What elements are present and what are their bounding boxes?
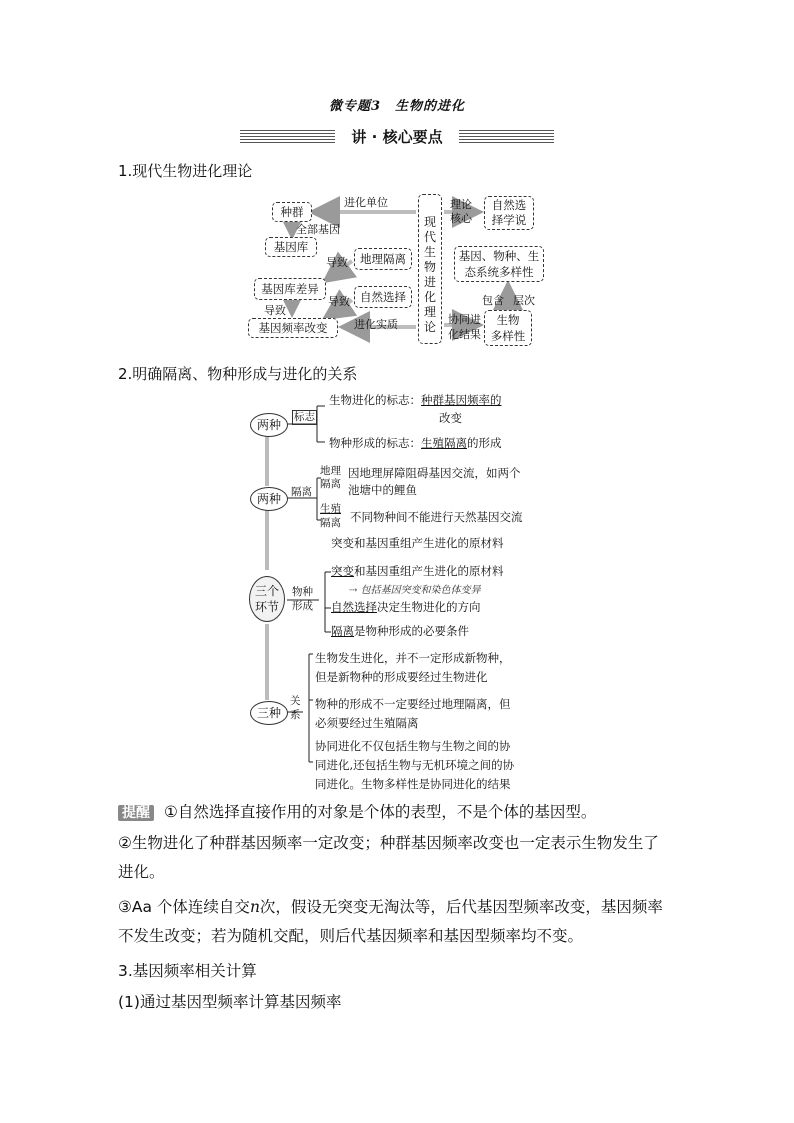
tag-rep-1: 生殖 (320, 503, 341, 515)
oval-links-2: 环节 (254, 600, 279, 614)
isolation-speciation-diagram (245, 388, 565, 793)
tip-3-line2: 不发生改变；若为随机交配，则后代基因频率和基因型频率均不变。 (118, 927, 584, 945)
tip-2 (118, 829, 684, 887)
label-evolution-essence: 进化实质 (354, 318, 398, 331)
banner-label: 讲 · 核心要点 (335, 127, 459, 147)
label-theory-core-2: 核心 (450, 212, 472, 225)
link-mutation (331, 563, 504, 579)
link-selection-rest: 决定生物进化的方向 (377, 600, 481, 614)
box-gene-freq-change: 基因频率改变 (248, 318, 338, 338)
box-biodiversity (484, 310, 532, 346)
tag-isolation: 隔离 (291, 486, 312, 498)
box-geo-isolation: 地理隔离 (354, 248, 412, 270)
tip-3 (118, 893, 684, 951)
link-isolation (331, 623, 469, 639)
geo-isolation-text (348, 465, 521, 499)
relation-3 (315, 737, 514, 794)
mark-evo-ul: 种群基因频率的 (421, 393, 502, 407)
mark-spec-prefix: 物种形成的标志： (329, 436, 421, 450)
tag-rep-2: 隔离 (320, 517, 341, 529)
box-bd-line1: 生物 (496, 313, 520, 327)
rel2-line1: 物种的形成不一定要经过地理隔离，但 (315, 697, 511, 711)
rel3-line2: 同进化,还包括生物与无机环境之间的协 (315, 758, 515, 772)
evolution-theory-diagram (240, 188, 560, 348)
rep-isolation-text: 不同物种间不能进行天然基因交流 (350, 510, 523, 524)
box-gene-pool: 基因库 (265, 237, 317, 257)
label-all-genes: 全部基因 (296, 223, 340, 236)
mark-spec-suffix: 的形成 (467, 436, 502, 450)
relation-2 (315, 695, 511, 733)
tag-geo-2: 隔离 (320, 478, 341, 490)
label-cr-2: 化结果 (448, 328, 481, 341)
label-lead3: 导致 (328, 295, 350, 308)
box-nst-line2: 择学说 (491, 213, 527, 227)
tag-spec-1: 物种 (292, 586, 313, 598)
oval-links-1: 三个 (254, 584, 279, 598)
tag-geo-isolation (320, 465, 341, 491)
label-levels: 层次 (513, 294, 535, 307)
tag-rel-2: 系 (290, 709, 301, 721)
tag-rep-isolation (320, 502, 341, 530)
tip-3-a: ③Aa 个体连续自交 (118, 898, 250, 916)
oval-two-marks: 两种 (250, 413, 288, 437)
section3-sub1: (1)通过基因型频率计算基因频率 (118, 993, 342, 1011)
link-selection-ul: 自然选择 (331, 600, 377, 614)
rel2-line2: 必须要经过生殖隔离 (315, 716, 419, 730)
section1-heading: 1.现代生物进化理论 (118, 162, 253, 180)
link-mutation-ul: 突变 (331, 564, 354, 578)
tip-3-line1 (118, 893, 684, 922)
label-evolution-unit: 进化单位 (344, 196, 388, 209)
geo-text-2: 池塘中的鲤鱼 (348, 483, 417, 497)
label-theory-core (450, 198, 472, 226)
pre-line-mutation: 突变和基因重组产生进化的原材料 (331, 536, 504, 550)
oval-three-links (249, 576, 285, 622)
oval-two-isolations: 两种 (250, 487, 288, 511)
tag-relations (290, 694, 301, 722)
mark-spec-ul: 生殖隔离 (421, 436, 467, 450)
rel3-line3: 同进化。生物多样性是协同进化的结果 (315, 777, 511, 791)
tag-rel-1: 关 (290, 695, 301, 707)
note-arrow-icon: ⇢ (349, 585, 358, 596)
tip-1 (118, 798, 684, 828)
label-coevolution-result (448, 312, 481, 342)
label-include: 包含 (482, 294, 504, 307)
box-bd-line2: 多样性 (490, 329, 526, 343)
box-genepool-diff: 基因库差异 (254, 278, 326, 300)
tag-speciation (292, 585, 313, 613)
tip-2-line1: ②生物进化了种群基因频率一定改变；种群基因频率改变也一定表示生物发生了 (118, 834, 659, 852)
box-population: 种群 (272, 202, 312, 222)
tip-3-n: n (249, 898, 260, 916)
rel3-line1: 协同进化不仅包括生物与生物之间的协 (315, 739, 511, 753)
tip-3-b: 次，假设无突变无淘汰等，后代基因型频率改变，基因频率 (259, 898, 663, 916)
box-three-diversity (454, 246, 544, 282)
link-note (349, 581, 481, 596)
mark-evolution (329, 391, 502, 427)
section2-heading: 2.明确隔离、物种形成与进化的关系 (118, 365, 358, 383)
box-natural-selection: 自然选择 (354, 286, 412, 308)
label-cr-1: 协同进 (448, 313, 481, 326)
tip-2-line2: 进化。 (118, 863, 165, 881)
tag-geo-1: 地理 (320, 465, 341, 477)
rel1-line1: 生物发生进化，并不一定形成新物种， (315, 651, 511, 665)
label-lead1: 导致 (326, 256, 348, 269)
tag-marks: 标志 (294, 411, 315, 423)
oval-three-relations: 三种 (250, 701, 288, 725)
label-theory-core-1: 理论 (450, 198, 472, 211)
geo-text-1: 因地理屏障阻碍基因交流，如两个 (348, 466, 521, 480)
link-note-text: 包括基因突变和染色体变异 (360, 585, 481, 596)
link-isolation-ul: 隔离 (331, 624, 354, 638)
page-title: 微专题3 生物的进化 (328, 99, 466, 114)
tag-spec-2: 形成 (292, 600, 313, 612)
mark-speciation (329, 435, 502, 451)
mark-evo-prefix: 生物进化的标志： (329, 393, 421, 407)
mark-evo-cont: 改变 (439, 411, 462, 425)
box-td-line2: 态系统多样性 (464, 265, 534, 279)
tip-badge: 提醒 (118, 805, 154, 821)
box-natural-selection-theory (484, 196, 534, 230)
link-selection (331, 599, 481, 615)
box-modern-theory: 现代生物进化理论 (418, 194, 442, 344)
section3-heading: 3.基因频率相关计算 (118, 962, 257, 980)
link-mutation-rest: 和基因重组产生进化的原材料 (354, 564, 504, 578)
label-lead2: 导致 (264, 304, 286, 317)
box-nst-line1: 自然选 (491, 198, 527, 212)
box-td-line1: 基因、物种、生 (458, 249, 540, 263)
section-banner (240, 127, 554, 147)
relation-1 (315, 649, 511, 687)
rel1-line2: 但是新物种的形成要经过生物进化 (315, 670, 488, 684)
tip-1-text: ①自然选择直接作用的对象是个体的表型，不是个体的基因型。 (164, 803, 597, 821)
link-isolation-rest: 是物种形成的必要条件 (354, 624, 469, 638)
